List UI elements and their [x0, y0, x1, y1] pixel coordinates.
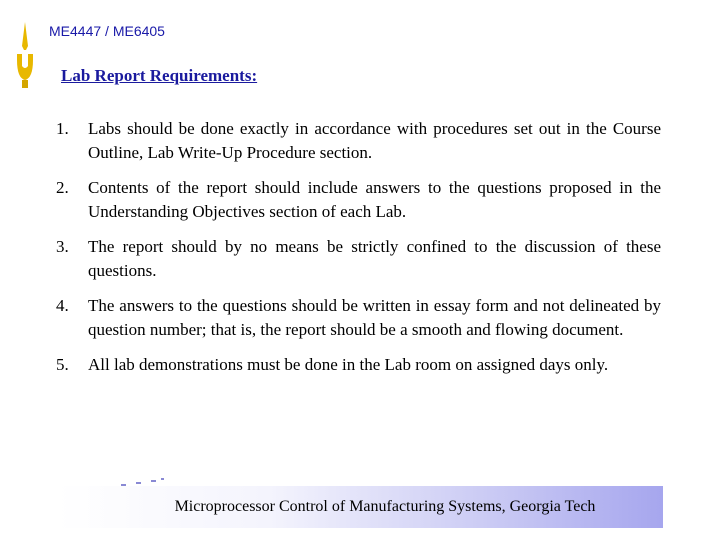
requirement-item [56, 117, 661, 165]
course-code: ME4447 / ME6405 [49, 23, 165, 39]
requirement-item [56, 235, 661, 283]
footer-bar [57, 486, 663, 528]
requirement-item [56, 353, 661, 377]
requirement-text: The answers to the questions should be written in essay form and not delineated by question number; that is, the report should be a smooth and flowing document. [88, 296, 661, 339]
requirement-text: Contents of the report should include answers to the questions proposed in the Understanding Objectives section of each Lab. [88, 178, 661, 221]
requirements-list [56, 117, 661, 388]
footer-text: Microprocessor Control of Manufacturing Systems, Georgia Tech [174, 498, 596, 515]
requirement-item [56, 294, 661, 342]
requirement-text: Labs should be done exactly in accordance with procedures set out in the Course Outline, Lab Write-Up Procedure section. [88, 119, 661, 162]
requirement-number: 1. [56, 119, 69, 138]
requirement-item [56, 176, 661, 224]
requirement-number: 3. [56, 237, 69, 256]
requirement-text: The report should by no means be strictly confined to the discussion of these questions. [88, 237, 661, 280]
gatech-torch-logo-icon [14, 20, 36, 90]
requirement-text: All lab demonstrations must be done in the Lab room on assigned days only. [88, 355, 609, 374]
requirement-number: 5. [56, 355, 69, 374]
requirement-number: 4. [56, 296, 69, 315]
slide-title: Lab Report Requirements: [61, 66, 258, 85]
requirement-number: 2. [56, 178, 69, 197]
